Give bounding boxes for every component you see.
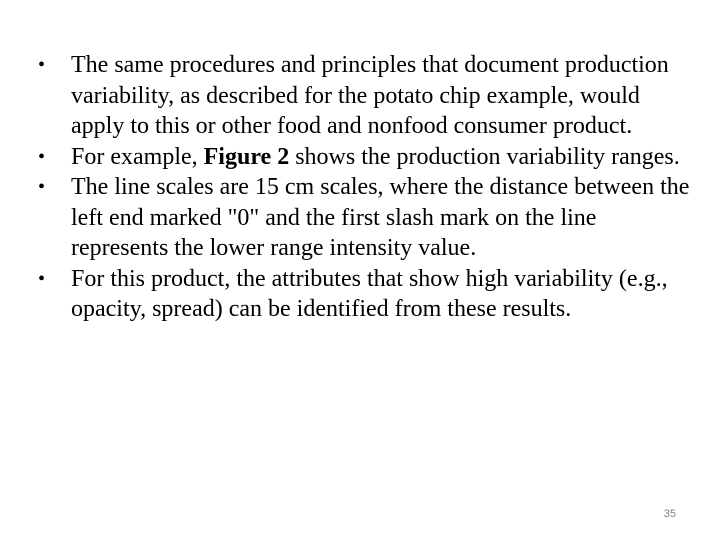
bullet-item-4 [38,264,698,325]
bullet-text-suffix: shows the production variability ranges. [289,143,680,170]
figure-reference: Figure 2 [203,143,290,170]
bullet-item-3 [38,172,698,264]
bullet-item-1 [38,50,698,142]
bullet-text: For this product, the attributes that show high variability (e.g., opacity, spread) can be identified from these results. [71,265,668,322]
bullet-marker: • [38,176,46,198]
bullet-marker: • [38,54,46,76]
slide-body [38,50,698,325]
bullet-marker: • [38,145,46,168]
page-number: 35 [663,508,676,520]
bullet-item-2 [38,142,698,173]
bullet-text-prefix: For example, [71,143,204,170]
bullet-marker: • [38,267,46,290]
bullet-text: The same procedures and principles that document production variability, as described for the potato chip example, would apply to this or other food and nonfood consumer product. [71,52,669,139]
bullet-list [38,50,698,325]
bullet-text: The line scales are 15 cm scales, where the distance between the left end marked "0" and the first slash mark on the line represents the lower range intensity value. [71,174,690,261]
